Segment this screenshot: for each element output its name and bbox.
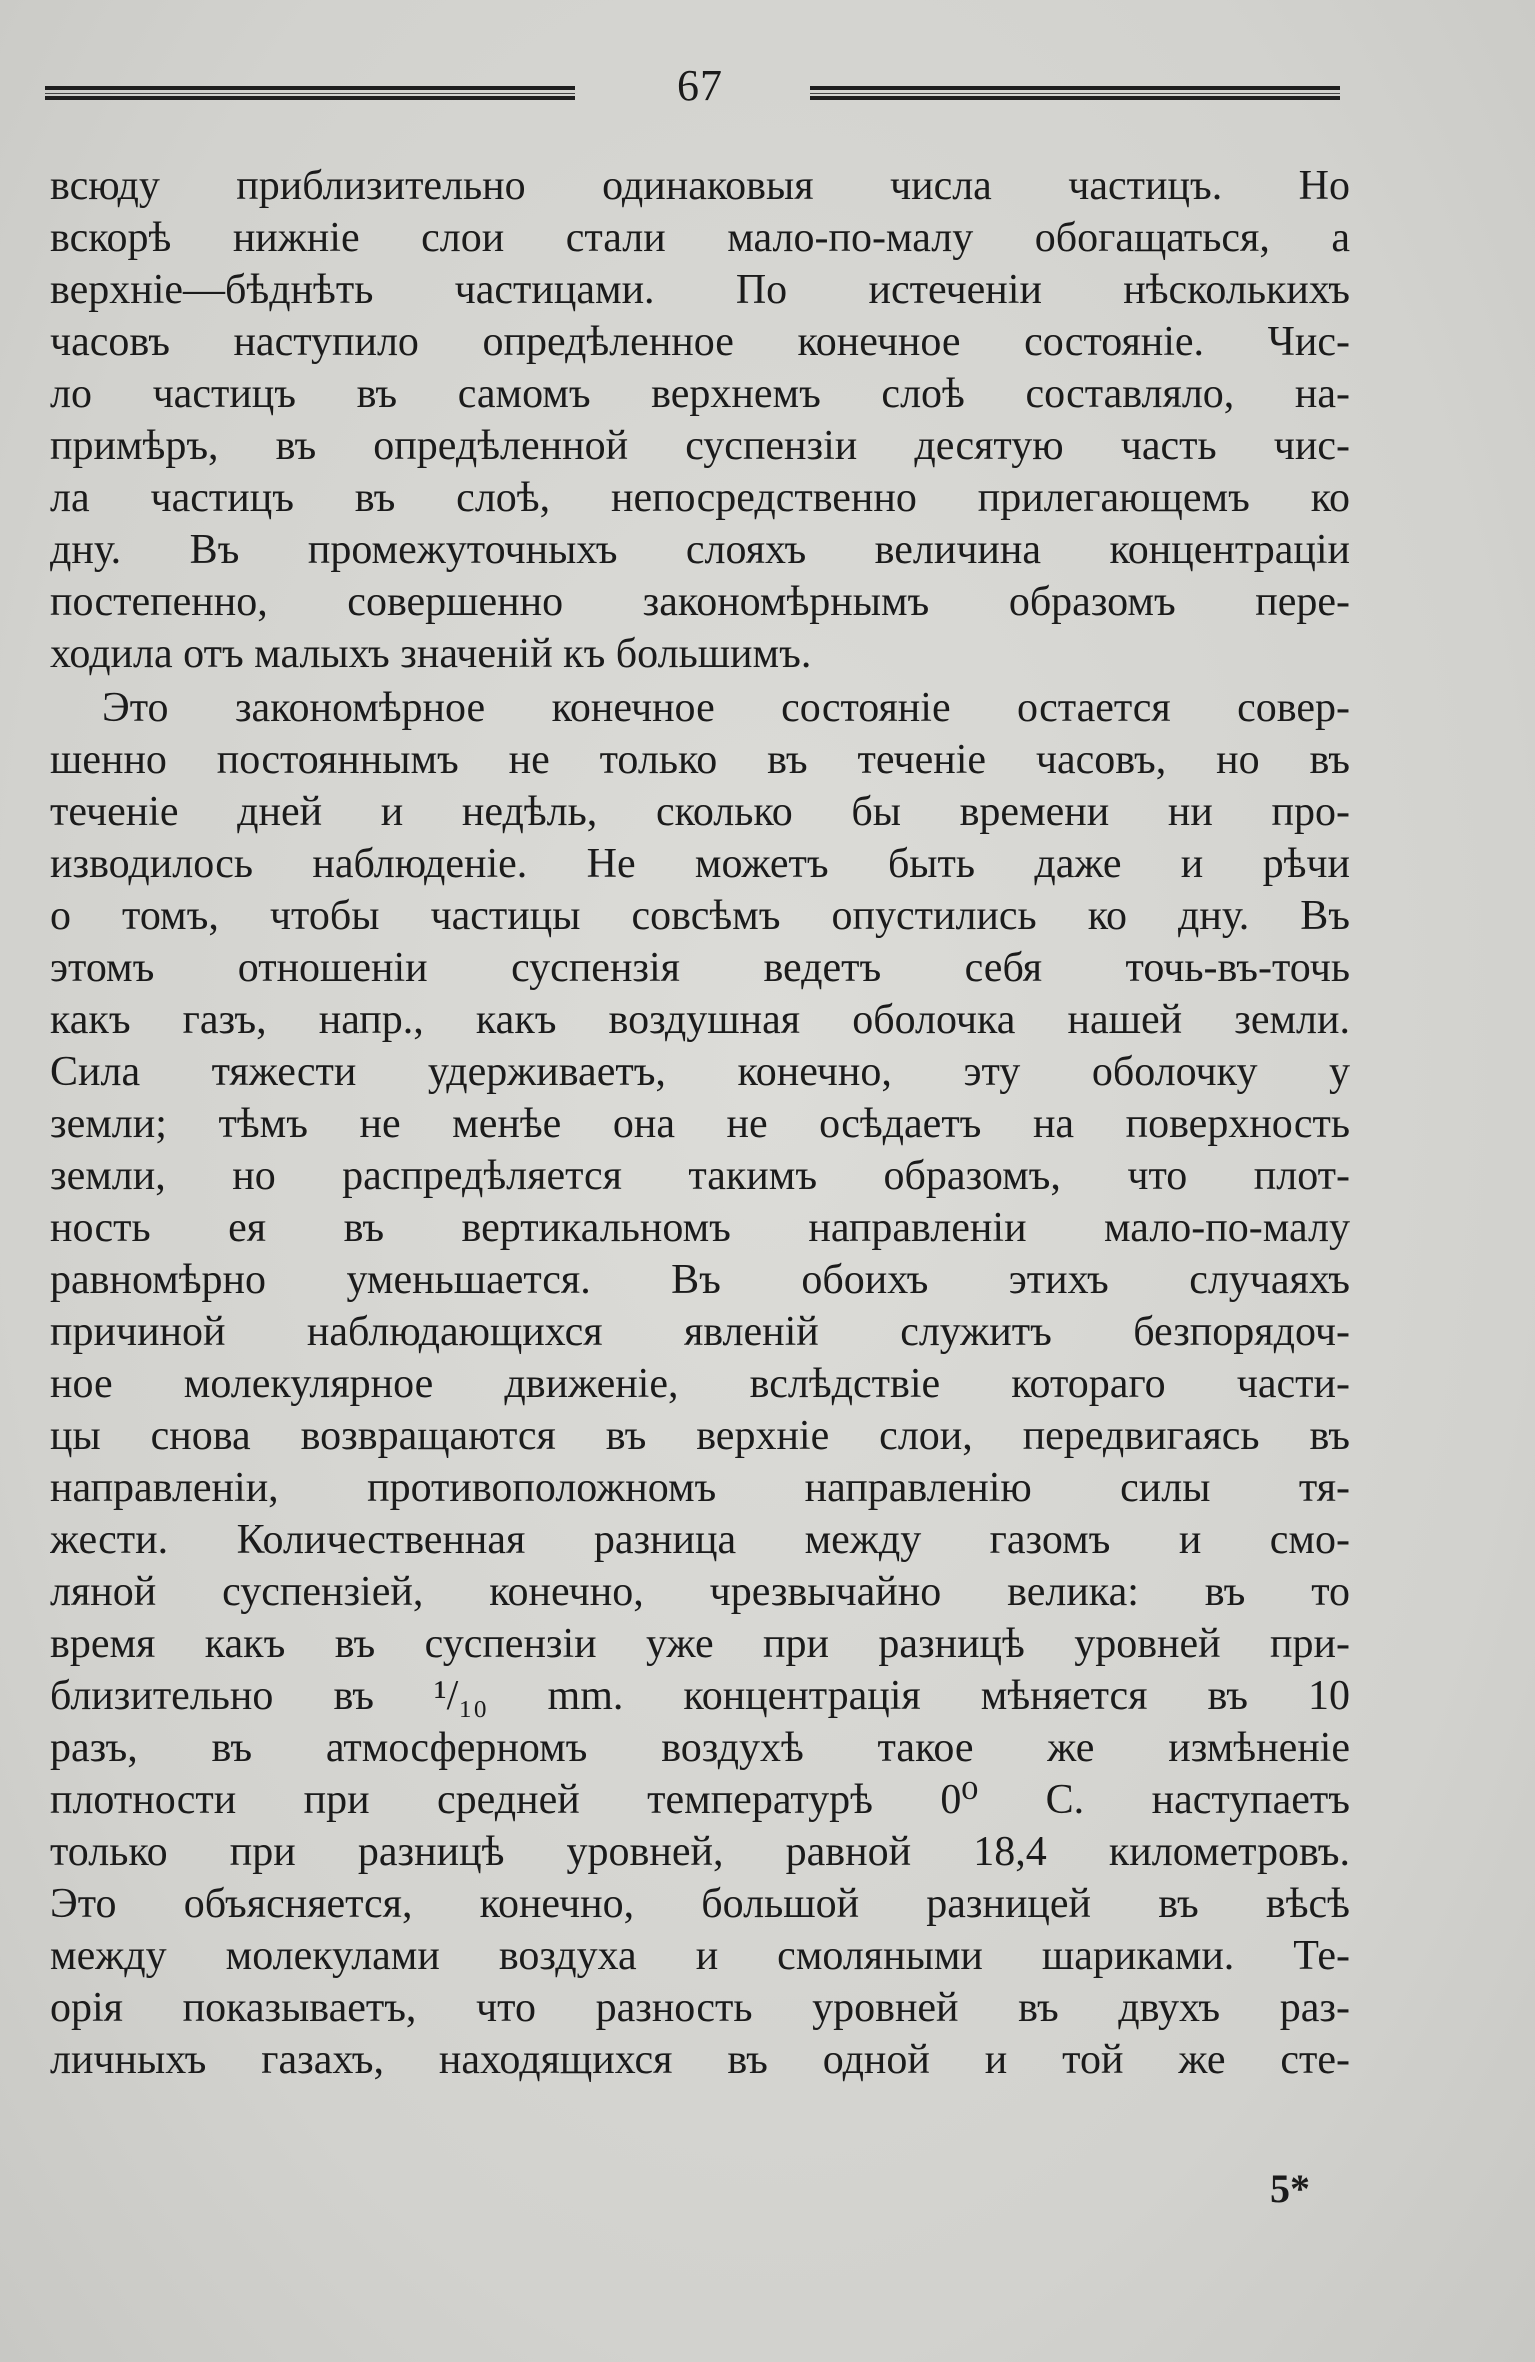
text-line: изводилось наблюденіе. Не можетъ быть даже и рѣчи [50, 841, 1350, 887]
text-line: какъ газъ, напр., какъ воздушная оболочка нашей земли. [50, 997, 1350, 1043]
text-line: ность ея въ вертикальномъ направленіи мало-по-малу [50, 1205, 1350, 1251]
page-header [45, 60, 1340, 130]
text-line: плотности при средней температурѣ 0⁰ С. наступаетъ [50, 1777, 1350, 1823]
text-line: время какъ въ суспензіи уже при разницѣ уровней при- [50, 1621, 1350, 1667]
paragraph-2 [50, 682, 1350, 2086]
text-line: часовъ наступило опредѣленное конечное состояніе. Чис- [50, 319, 1350, 365]
signature-mark: 5* [1270, 2166, 1310, 2211]
text-line: вскорѣ нижніе слои стали мало-по-малу обогащаться, а [50, 215, 1350, 261]
text-line: жести. Количественная разница между газомъ и смо- [50, 1517, 1350, 1563]
text-line: Сила тяжести удерживаетъ, конечно, эту оболочку у [50, 1049, 1350, 1095]
text-line: причиной наблюдающихся явленій служитъ безпорядоч- [50, 1309, 1350, 1355]
header-rule-left [45, 86, 575, 100]
paragraph-1 [50, 160, 1350, 680]
text-line: о томъ, чтобы частицы совсѣмъ опустились ко дну. Въ [50, 893, 1350, 939]
text-line: ло частицъ въ самомъ верхнемъ слоѣ составляло, на- [50, 371, 1350, 417]
text-line: равномѣрно уменьшается. Въ обоихъ этихъ случаяхъ [50, 1257, 1350, 1303]
text-line: орія показываетъ, что разность уровней въ двухъ раз- [50, 1985, 1350, 2031]
body-text [50, 160, 1350, 2086]
text-line: верхніе—бѣднѣть частицами. По истеченіи нѣсколькихъ [50, 267, 1350, 313]
text-line: близительно въ ¹/₁₀ mm. концентрація мѣняется въ 10 [50, 1673, 1350, 1719]
text-line: примѣръ, въ опредѣленной суспензіи десятую часть чис- [50, 423, 1350, 469]
text-line: земли; тѣмъ не менѣе она не осѣдаетъ на поверхность [50, 1101, 1350, 1147]
text-line: всюду приблизительно одинаковыя числа частицъ. Но [50, 163, 1350, 209]
text-line: ходила отъ малыхъ значеній къ большимъ. [50, 631, 812, 677]
text-line: Это объясняется, конечно, большой разницей въ вѣсѣ [50, 1881, 1350, 1927]
text-line: между молекулами воздуха и смоляными шариками. Те- [50, 1933, 1350, 1979]
text-line: ляной суспензіей, конечно, чрезвычайно велика: въ то [50, 1569, 1350, 1615]
text-line: земли, но распредѣляется такимъ образомъ, что плот- [50, 1153, 1350, 1199]
text-line: направленіи, противоположномъ направленію силы тя- [50, 1465, 1350, 1511]
text-line: ное молекулярное движеніе, вслѣдствіе котораго части- [50, 1361, 1350, 1407]
text-line: только при разницѣ уровней, равной 18,4 километровъ. [50, 1829, 1350, 1875]
text-line: личныхъ газахъ, находящихся въ одной и той же сте- [50, 2037, 1350, 2083]
text-line: постепенно, совершенно закономѣрнымъ образомъ пере- [50, 579, 1350, 625]
text-line: дну. Въ промежуточныхъ слояхъ величина концентраціи [50, 527, 1350, 573]
text-line: цы снова возвращаются въ верхніе слои, передвигаясь въ [50, 1413, 1350, 1459]
page-number: 67 [677, 61, 723, 110]
text-line: разъ, въ атмосферномъ воздухѣ такое же измѣненіе [50, 1725, 1350, 1771]
text-line: шенно постояннымъ не только въ теченіе часовъ, но въ [50, 737, 1350, 783]
text-line: Это закономѣрное конечное состояніе остается совер- [102, 685, 1350, 731]
text-line: ла частицъ въ слоѣ, непосредственно прилегающемъ ко [50, 475, 1350, 521]
text-line: этомъ отношеніи суспензія ведетъ себя точь-въ-точь [50, 945, 1350, 991]
text-line: теченіе дней и недѣль, сколько бы времени ни про- [50, 789, 1350, 835]
header-rule-right [810, 86, 1340, 100]
